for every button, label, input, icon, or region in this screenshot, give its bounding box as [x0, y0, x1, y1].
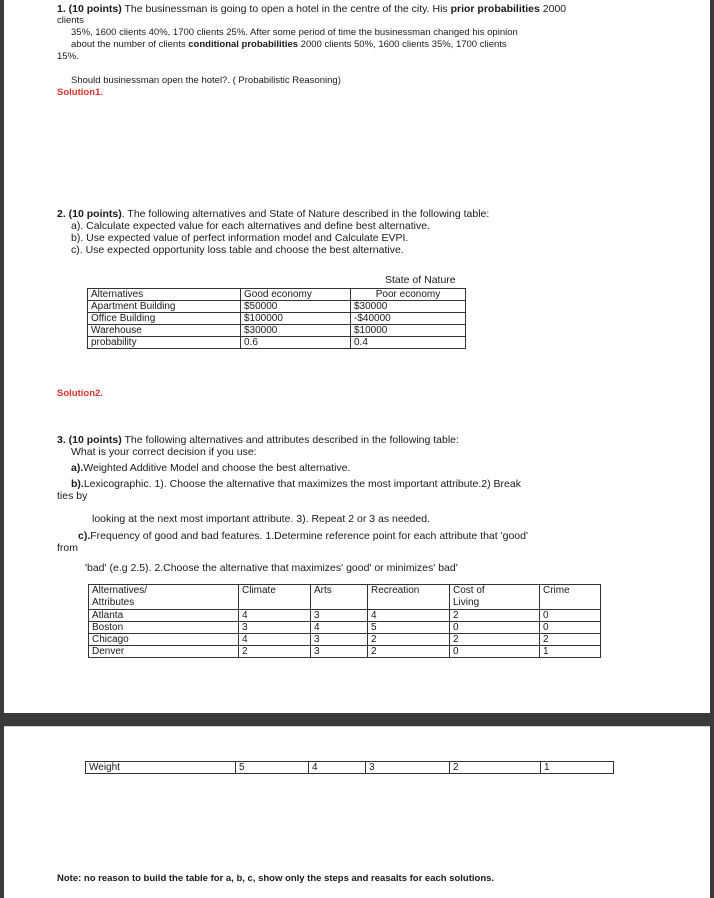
table-cell: Atlanta — [89, 610, 239, 622]
table-cell: 3 — [311, 646, 368, 658]
table-header-cell: Alternatives/ Attributes — [89, 585, 239, 610]
table-header-row — [88, 289, 466, 301]
table-row — [89, 610, 601, 622]
table-row — [89, 622, 601, 634]
table-cell: 5 — [368, 622, 450, 634]
table-cell: 3 — [239, 622, 311, 634]
table-header-cell: Arts — [311, 585, 368, 610]
table-cell: 4 — [239, 634, 311, 646]
table-cell: 0.4 — [351, 337, 466, 349]
table-cell: 0.6 — [241, 337, 351, 349]
q3-part-b-cont: ties by — [57, 490, 88, 502]
table-cell: 0 — [450, 646, 540, 658]
table-cell: Weight — [86, 762, 236, 774]
q1-line4: about the number of clients conditional probabilities 2000 clients 50%, 1600 clients 35%, 1700 clients — [71, 39, 507, 50]
q1-line1: 1. (10 points) The businessman is going to open a hotel in the centre of the city. His prior probabilities 2000 — [57, 3, 567, 15]
table-cell: $100000 — [241, 313, 351, 325]
table-row — [88, 325, 466, 337]
table-cell: 2 — [450, 610, 540, 622]
q3-part-c-line2: 'bad' (e.g 2.5). 2.Choose the alternative that maximizes' good' or minimizes' bad' — [85, 562, 458, 574]
table-cell: 4 — [368, 610, 450, 622]
q2-heading: 2. (10 points). The following alternatives and State of Nature described in the following table: — [57, 208, 490, 220]
table-cell: 2 — [540, 634, 601, 646]
table-cell: 3 — [311, 610, 368, 622]
table-row — [86, 762, 614, 774]
table-row — [88, 301, 466, 313]
q2-state-label: State of Nature — [385, 274, 456, 286]
table-cell: -$40000 — [351, 313, 466, 325]
table-cell: Denver — [89, 646, 239, 658]
table-cell: 2 — [368, 634, 450, 646]
q2-part-b: b). Use expected value of perfect information model and Calculate EVPI. — [71, 232, 409, 244]
table-cell: 0 — [540, 610, 601, 622]
document-page-2 — [4, 726, 710, 898]
q1-question: Should businessman open the hotel?. ( Probabilistic Reasoning) — [71, 75, 341, 86]
table-header-cell: Climate — [239, 585, 311, 610]
q2-table — [87, 288, 466, 349]
q3-part-c-cont: from — [57, 542, 78, 554]
table-cell: 0 — [540, 622, 601, 634]
table-header-row — [89, 585, 601, 610]
table-cell: $30000 — [241, 325, 351, 337]
table-cell: 5 — [236, 762, 309, 774]
q2-solution-label: Solution2. — [57, 388, 103, 399]
table-row — [88, 313, 466, 325]
table-row — [89, 634, 601, 646]
weight-table — [85, 761, 614, 774]
q3-part-a: a).Weighted Additive Model and choose the best alternative. — [71, 462, 351, 474]
q1-line5: 15%. — [57, 51, 79, 62]
table-header-cell: Crime — [540, 585, 601, 610]
table-header-cell: Good economy — [241, 289, 351, 301]
q3-part-c: c).Frequency of good and bad features. 1.Determine reference point for each attribute that 'good' — [78, 530, 528, 542]
q1-line3: 35%, 1600 clients 40%, 1700 clients 25%. After some period of time the businessman changed his opinion — [71, 27, 518, 38]
table-cell: 0 — [450, 622, 540, 634]
table-cell: 1 — [541, 762, 614, 774]
q2-part-a: a). Calculate expected value for each alternatives and define best alternative. — [71, 220, 430, 232]
table-cell: 2 — [239, 646, 311, 658]
table-cell: Chicago — [89, 634, 239, 646]
q2-part-c: c). Use expected opportunity loss table and choose the best alternative. — [71, 244, 404, 256]
table-cell: probability — [88, 337, 241, 349]
table-row — [89, 646, 601, 658]
table-cell: $30000 — [351, 301, 466, 313]
q1-line2: clients — [57, 15, 84, 26]
table-header-cell: Alternatives — [88, 289, 241, 301]
table-header-cell: Poor economy — [351, 289, 466, 301]
table-cell: 3 — [366, 762, 450, 774]
table-cell: 3 — [311, 634, 368, 646]
table-cell: 4 — [239, 610, 311, 622]
table-cell: 2 — [368, 646, 450, 658]
note-text: Note: no reason to build the table for a, b, c, show only the steps and reasalts for each solutions. — [57, 873, 495, 884]
table-row — [88, 337, 466, 349]
q3-part-b-line2: looking at the next most important attribute. 3). Repeat 2 or 3 as needed. — [92, 513, 430, 525]
table-cell: Apartment Building — [88, 301, 241, 313]
table-header-cell: Cost of Living — [450, 585, 540, 610]
table-cell: Warehouse — [88, 325, 241, 337]
table-cell: 4 — [309, 762, 366, 774]
table-cell: Boston — [89, 622, 239, 634]
q3-part-b: b).Lexicographic. 1). Choose the alternative that maximizes the most important attribute.2) Break — [71, 478, 521, 490]
q3-table — [88, 584, 601, 658]
table-cell: Office Building — [88, 313, 241, 325]
table-cell: $10000 — [351, 325, 466, 337]
table-header-cell: Recreation — [368, 585, 450, 610]
table-cell: 2 — [450, 762, 541, 774]
q1-solution-label: Solution1. — [57, 87, 103, 98]
document-page-1 — [4, 0, 710, 713]
q3-question: What is your correct decision if you use: — [71, 446, 257, 458]
table-cell: $50000 — [241, 301, 351, 313]
table-cell: 1 — [540, 646, 601, 658]
table-cell: 4 — [311, 622, 368, 634]
table-cell: 2 — [450, 634, 540, 646]
q3-heading: 3. (10 points) The following alternatives and attributes described in the following table: — [57, 434, 459, 446]
